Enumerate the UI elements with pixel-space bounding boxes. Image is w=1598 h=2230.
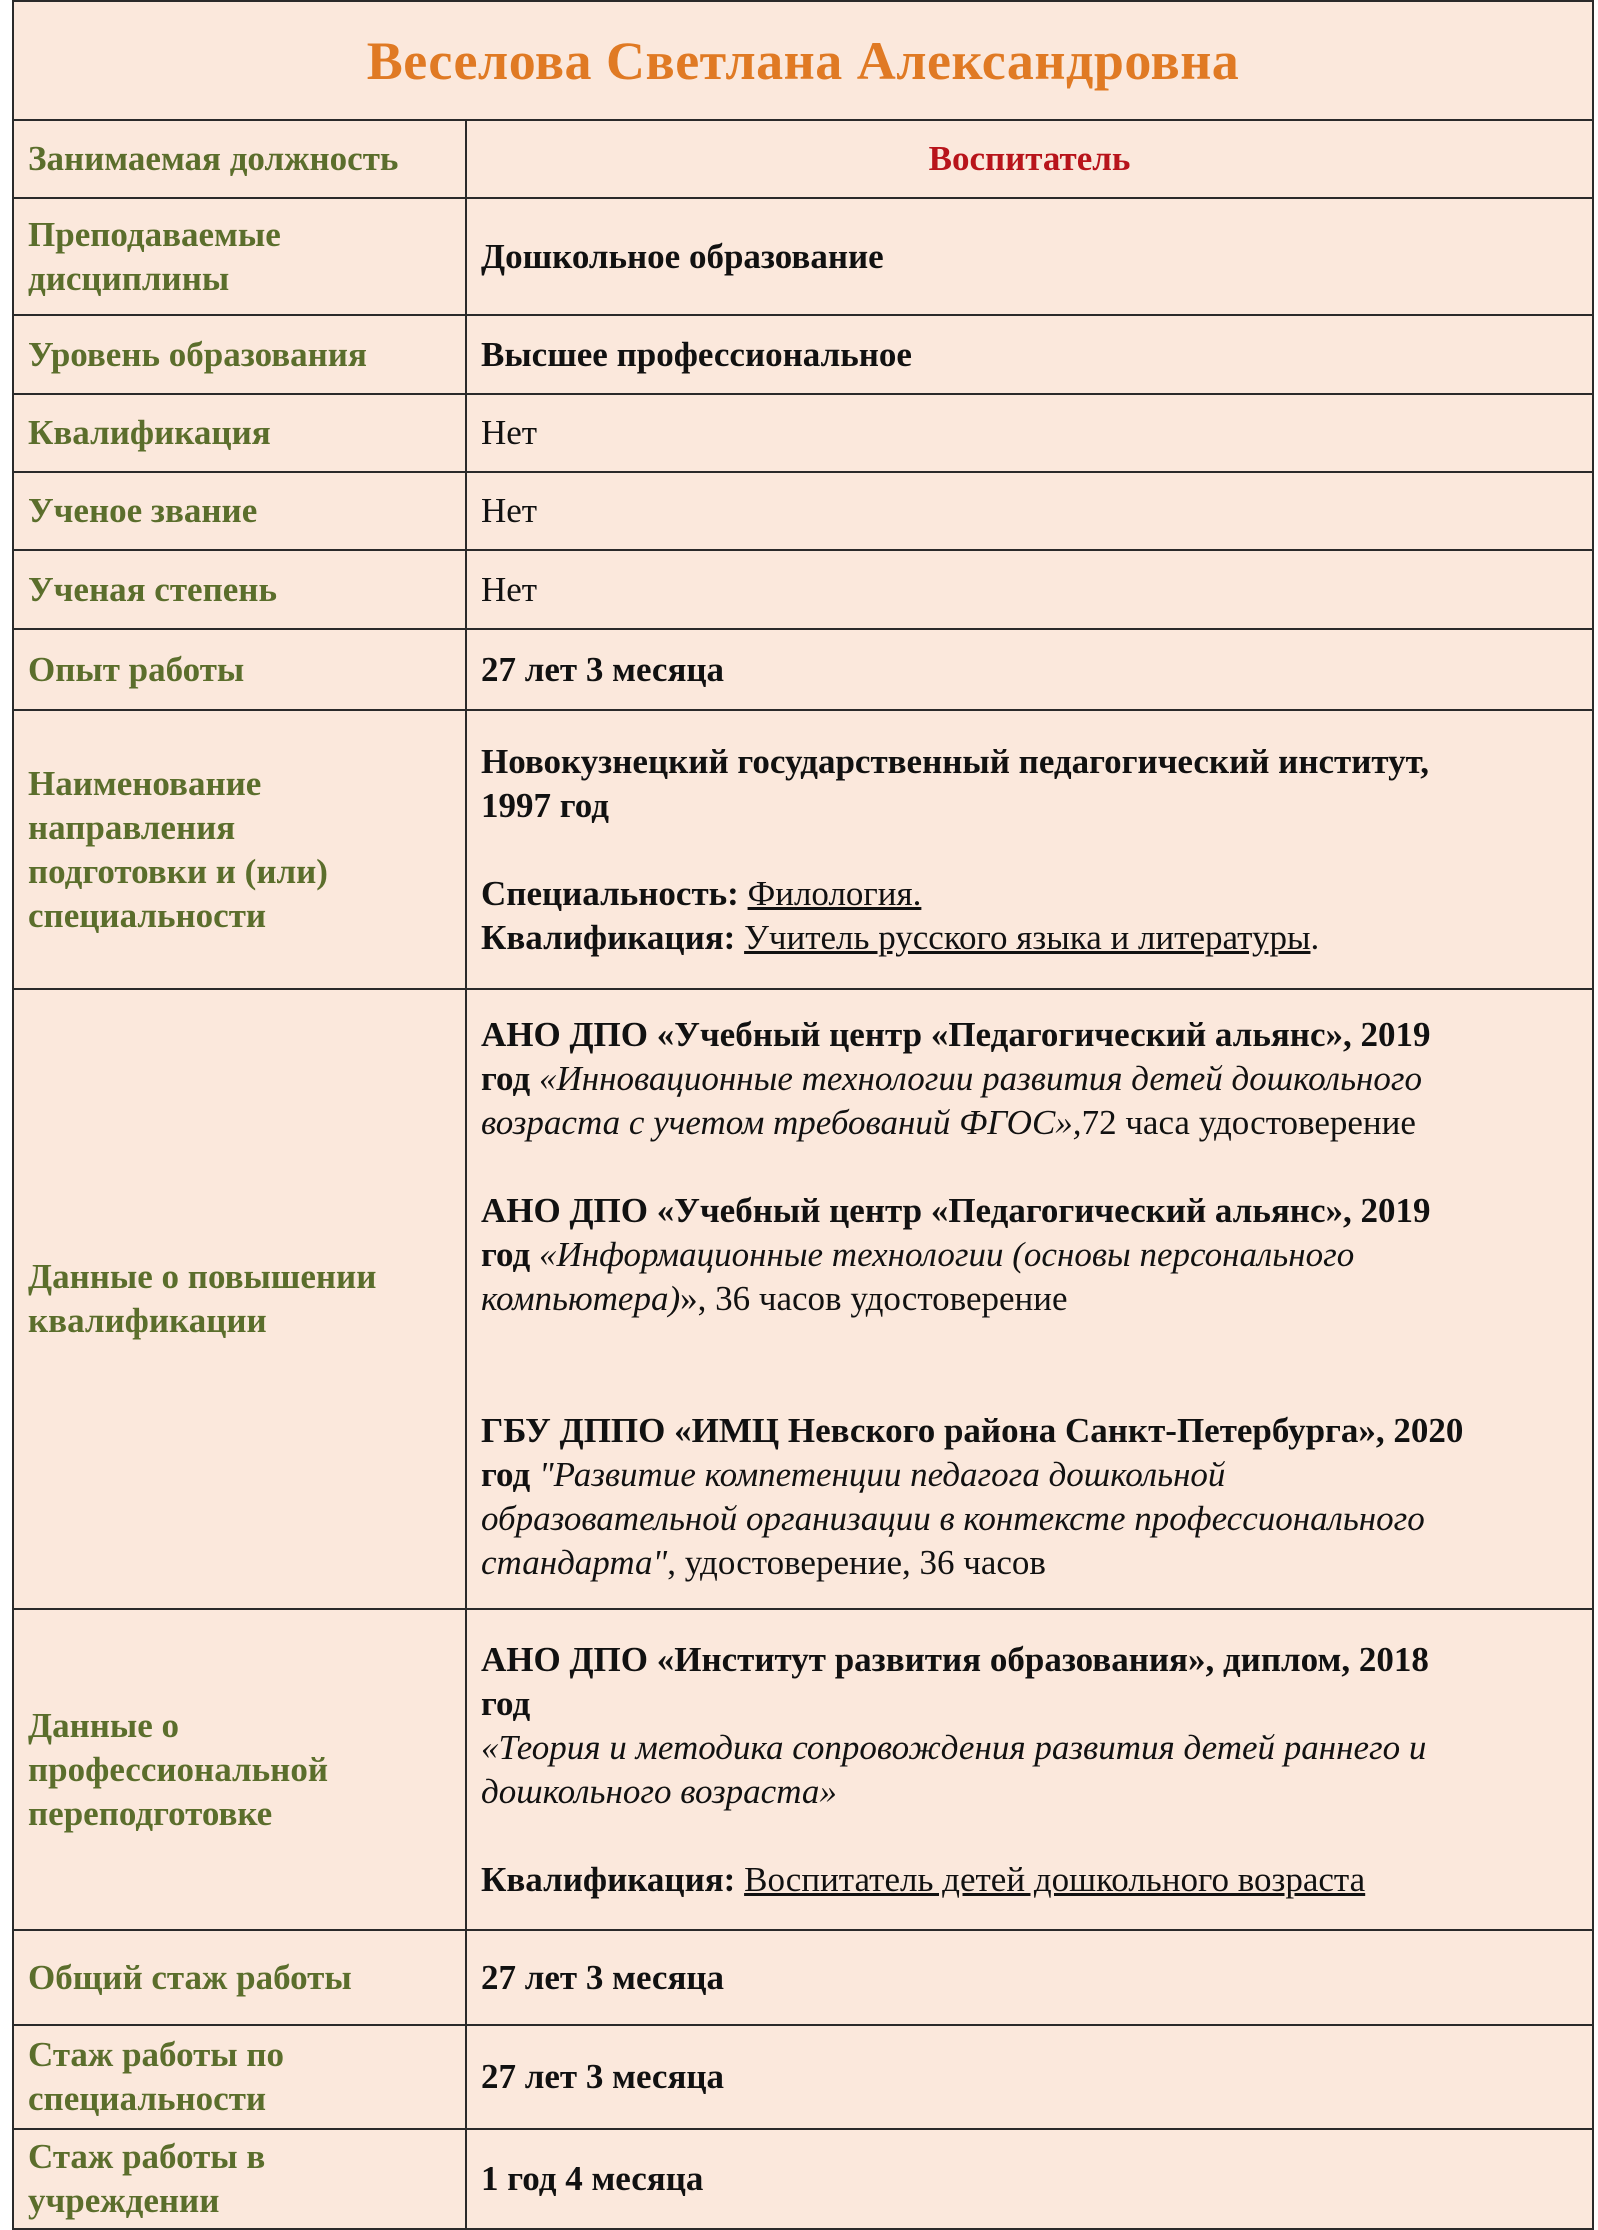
institution-experience-label-line: учреждении	[28, 2181, 220, 2220]
qualification-value: Нет	[466, 394, 1593, 472]
disciplines-label	[13, 198, 466, 315]
training-item3-org: ГБУ ДППО «ИМЦ Невского района Санкт-Петербурга», 2020	[481, 1411, 1464, 1450]
institution-experience-label-line: Стаж работы в	[28, 2137, 266, 2176]
institution-experience-label	[13, 2129, 466, 2229]
training-item2-tail: », 36 часов удостоверение	[680, 1279, 1068, 1318]
position-label: Занимаемая должность	[13, 120, 466, 198]
experience-label: Опыт работы	[13, 629, 466, 710]
retraining-label-line: переподготовке	[28, 1793, 273, 1833]
academic-title-value: Нет	[466, 472, 1593, 550]
specialty-label-line: Наименование	[28, 763, 262, 803]
training-item1-course: «Инновационные технологии развития детей дошкольного	[538, 1059, 1423, 1098]
training-item1-line	[481, 1101, 1578, 1145]
staff-card-table	[12, 0, 1594, 2230]
retraining-label-line: профессиональной	[28, 1749, 328, 1789]
total-experience-label: Общий стаж работы	[13, 1930, 466, 2025]
retraining-org: год	[481, 1683, 531, 1723]
specialty-label-line: подготовки и (или)	[28, 851, 328, 891]
education-level-value: Высшее профессиональное	[466, 315, 1593, 394]
specialty-experience-label	[13, 2025, 466, 2129]
position-value: Воспитатель	[466, 120, 1593, 198]
training-item2-course: компьютера)	[481, 1279, 681, 1318]
specialty-qual-value: Учитель русского языка и литературы	[744, 917, 1311, 957]
training-item3-course: "Развитие компетенции педагога дошкольной	[538, 1455, 1226, 1494]
specialty-label-line: направления	[28, 807, 236, 847]
page-title: Веселова Светлана Александровна	[13, 1, 1593, 120]
training-label	[13, 989, 466, 1609]
training-item2-line	[481, 1233, 1578, 1277]
institution-experience-value: 1 год 4 месяца	[466, 2129, 1593, 2229]
training-label-line: квалификации	[28, 1301, 267, 1340]
total-experience-value: 27 лет 3 месяца	[466, 1930, 1593, 2025]
training-item3-tail: , удостоверение, 36 часов	[667, 1543, 1046, 1582]
specialty-qual-end: .	[1310, 917, 1320, 957]
training-value	[466, 989, 1593, 1609]
disciplines-value: Дошкольное образование	[466, 198, 1593, 315]
training-item3-line	[481, 1541, 1578, 1585]
specialty-spec-label: Специальность:	[481, 873, 739, 913]
training-item2-org: АНО ДПО «Учебный центр «Педагогический альянс», 2019	[481, 1191, 1431, 1230]
training-item3-year: год	[481, 1455, 531, 1494]
qualification-label: Квалификация	[13, 394, 466, 472]
academic-degree-value: Нет	[466, 550, 1593, 629]
disciplines-label-line: дисциплины	[28, 258, 230, 298]
specialty-label-line: специальности	[28, 895, 267, 935]
retraining-label	[13, 1609, 466, 1930]
training-item3-course: стандарта"	[481, 1543, 668, 1582]
specialty-experience-label-line: специальности	[28, 2079, 267, 2118]
retraining-qual-label: Квалификация:	[481, 1859, 736, 1899]
specialty-experience-label-line: Стаж работы по	[28, 2035, 285, 2074]
training-label-line: Данные о повышении	[28, 1257, 377, 1296]
specialty-institution: Новокузнецкий государственный педагогический институт,	[481, 741, 1429, 781]
retraining-org: АНО ДПО «Институт развития образования», диплом, 2018	[481, 1639, 1429, 1679]
retraining-course: дошкольного возраста»	[481, 1771, 837, 1811]
retraining-course: «Теория и методика сопровождения развития детей раннего и	[481, 1727, 1427, 1767]
retraining-label-line: Данные о	[28, 1705, 180, 1745]
training-item3-line	[481, 1453, 1578, 1497]
specialty-value	[466, 710, 1593, 989]
specialty-spec-value: Филология.	[747, 873, 922, 913]
training-item1-course: возраста с учетом требований ФГОС»,	[481, 1103, 1082, 1142]
training-item3-course: образовательной организации в контексте профессионального	[481, 1499, 1425, 1538]
training-item1-tail: 72 часа удостоверение	[1081, 1103, 1416, 1142]
specialty-line	[481, 872, 1578, 916]
training-item2-year: год	[481, 1235, 531, 1274]
retraining-qual-value: Воспитатель детей дошкольного возраста	[744, 1859, 1366, 1899]
specialty-experience-value: 27 лет 3 месяца	[466, 2025, 1593, 2129]
specialty-qual-label: Квалификация:	[481, 917, 736, 957]
disciplines-label-line: Преподаваемые	[28, 214, 281, 254]
training-item1-org: АНО ДПО «Учебный центр «Педагогический альянс», 2019	[481, 1015, 1431, 1054]
specialty-qual-line	[481, 916, 1578, 960]
specialty-label	[13, 710, 466, 989]
academic-title-label: Ученое звание	[13, 472, 466, 550]
retraining-value	[466, 1609, 1593, 1930]
specialty-institution: 1997 год	[481, 785, 609, 825]
experience-value: 27 лет 3 месяца	[466, 629, 1593, 710]
academic-degree-label: Ученая степень	[13, 550, 466, 629]
retraining-qual-line	[481, 1858, 1578, 1902]
training-item1-line	[481, 1057, 1578, 1101]
training-item2-course: «Информационные технологии (основы персонального	[538, 1235, 1355, 1274]
education-level-label: Уровень образования	[13, 315, 466, 394]
training-item2-line	[481, 1277, 1578, 1321]
training-item1-year: год	[481, 1059, 531, 1098]
